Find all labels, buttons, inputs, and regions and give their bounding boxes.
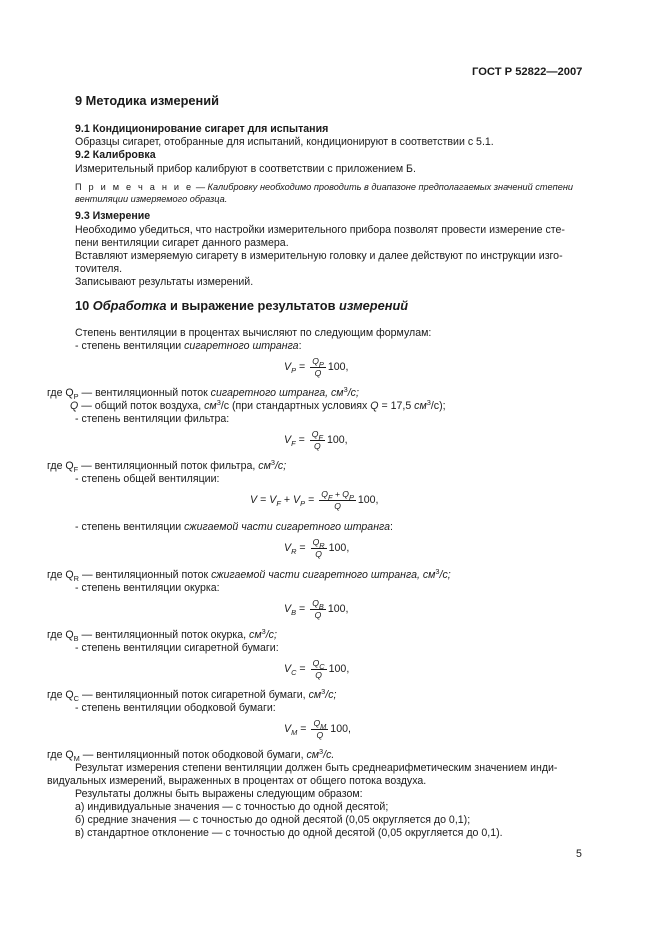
section-9-title: 9 Методика измерений — [75, 93, 219, 108]
equals-sign: = — [299, 360, 306, 373]
measurement-p3: Записывают результаты измерений. — [75, 276, 254, 288]
plus-sign: + — [283, 493, 291, 506]
item-vc: - степень вентиляции сигаретной бумаги: — [75, 642, 279, 654]
section-10-title-part3: измерений — [339, 298, 409, 313]
measurement-p1-line1: Необходимо убедиться, что настройки измерительного прибора позволят провести измерение сте- — [75, 224, 565, 236]
section-10-title-number: 10 — [75, 298, 93, 313]
section-10-title — [75, 299, 408, 312]
standard-number: ГОСТ Р 52822—2007 — [472, 66, 583, 78]
formula-vp-fraction: $\frac{QP}{Q}$ — [312, 356, 324, 378]
formula-vb-fraction: $\frac{QB}{Q}$ — [312, 598, 324, 620]
def-qf: где $Q_F$ — вентиляционный поток фильтра, $см^3/с$; — [47, 458, 287, 474]
formula-v-term1: $V_F$ — [269, 493, 281, 508]
item-vr: - степень вентиляции сжигаемой части сигаретного штранга: — [75, 521, 393, 533]
item-vf: - степень вентиляции фильтра: — [75, 413, 230, 425]
formula-vr-lhs: $V_R$ — [284, 541, 297, 556]
results-intro: Результаты должны быть выражены следующим образом: — [75, 788, 363, 800]
def-qm: где $Q_M$ — вентиляционный поток ободковой бумаги, $см^3/с$. — [47, 747, 335, 763]
note-label: П р и м е ч а н и е — [75, 182, 194, 192]
formula-v-lhs: V — [250, 493, 258, 506]
calibration-note-line2: вентиляции измеряемого образца. — [75, 194, 228, 204]
result-line1: Результат измерения степени вентиляции должен быть среднеарифметическим значением инди- — [75, 762, 558, 774]
formula-vm-fraction: $\frac{QM}{Q}$ — [313, 718, 327, 740]
item-vb: - степень вентиляции окурка: — [75, 582, 220, 594]
formula-vc-tail: 100, — [328, 662, 350, 675]
formula-vr — [284, 537, 349, 559]
formula-vf — [284, 429, 348, 451]
measurement-p1-line2: пени вентиляции сигарет данного размера. — [75, 237, 289, 249]
item-vp — [75, 340, 302, 353]
subsection-9-1-text: Образцы сигарет, отобранные для испытаний, кондиционируют в соответствии с 5.1. — [75, 136, 494, 148]
def-q: Q — общий поток воздуха, $см^3/с$ (при стандартных условиях Q = 17,5 $см^3/с$); — [70, 398, 446, 412]
formula-vf-fraction: $\frac{QF}{Q}$ — [311, 429, 323, 451]
def-qc: где $Q_C$ — вентиляционный поток сигаретной бумаги, $см^3/с$; — [47, 687, 337, 703]
subsection-9-2-title: 9.2 Калибровка — [75, 149, 156, 161]
item-vp-post: : — [298, 340, 302, 352]
formula-vc-lhs: $V_C$ — [284, 662, 297, 677]
equals-sign: = — [299, 662, 306, 675]
formula-vr-tail: 100, — [328, 541, 350, 554]
equals-sign: = — [300, 722, 307, 735]
equals-sign: = — [299, 602, 306, 615]
calc-intro: Степень вентиляции в процентах вычисляют по следующим формулам: — [75, 327, 432, 339]
subsection-9-1-title: 9.1 Кондиционирование сигарет для испытания — [75, 123, 329, 135]
measurement-p2-line1: Вставляют измеряемую сигарету в измерительную головку и далее действуют по инструкции изго- — [75, 250, 563, 262]
measurement-p2-line2: тovителя. — [75, 263, 123, 275]
page-number: 5 — [576, 848, 582, 860]
list-item-b: б) средние значения — с точностью до одной десятой (0,05 округляется до 0,1); — [75, 814, 471, 826]
formula-vc-fraction: $\frac{QC}{Q}$ — [312, 658, 325, 680]
formula-vm — [284, 718, 351, 740]
section-10-title-part2: и выражение результатов — [166, 298, 340, 313]
formula-vb — [284, 598, 348, 620]
formula-vm-tail: 100, — [330, 722, 351, 735]
formula-vp-tail: 100, — [327, 360, 349, 373]
formula-vb-tail: 100, — [327, 602, 349, 615]
item-vp-it: сигаретного штранга — [184, 340, 299, 352]
result-line2: видуальных измерений, выраженных в процентах от общего потока воздуха. — [47, 775, 427, 787]
note-text: — Калибровку необходимо проводить в диапазоне предполагаемых значений степени — [193, 182, 573, 192]
formula-vp — [284, 356, 348, 378]
equals-sign: = — [260, 493, 267, 506]
def-qr: где $Q_R$ — вентиляционный поток сжигаемой части сигаретного штранга, $см^3/с$; — [47, 567, 451, 583]
list-item-c: в) стандартное отклонение — с точностью до одной десятой (0,05 округляется до 0,1). — [75, 827, 503, 839]
item-v: - степень общей вентиляции: — [75, 473, 220, 485]
def-qp: где $Q_P$ — вентиляционный поток сигаретного штранга, $см^3/с$; — [47, 385, 359, 401]
equals-sign: = — [299, 541, 306, 554]
formula-v-total — [250, 489, 379, 511]
formula-v-fraction: $\frac{QF + QP}{Q}$ — [321, 489, 354, 511]
formula-vc — [284, 658, 349, 680]
subsection-9-2-text: Измерительный прибор калибруют в соответствии с приложением Б. — [75, 163, 416, 175]
formula-vb-lhs: $V_B$ — [284, 602, 297, 617]
formula-v-term2: $V_P$ — [293, 493, 306, 508]
item-vm: - степень вентиляции ободковой бумаги: — [75, 702, 276, 714]
subsection-9-3-title: 9.3 Измерение — [75, 210, 151, 222]
formula-v-tail: 100, — [357, 493, 379, 506]
item-vp-pre: - степень вентиляции — [75, 340, 185, 352]
formula-vr-fraction: $\frac{QR}{Q}$ — [312, 537, 325, 559]
formula-vm-lhs: $V_M$ — [284, 722, 298, 737]
equals-sign: = — [308, 493, 315, 506]
formula-vf-lhs: $V_F$ — [284, 433, 296, 448]
def-qb: где $Q_B$ — вентиляционный поток окурка, $см^3/с$; — [47, 627, 277, 643]
formula-vp-lhs: $V_P$ — [284, 360, 297, 375]
formula-vf-tail: 100, — [326, 433, 348, 446]
list-item-a: а) индивидуальные значения — с точностью до одной десятой; — [75, 801, 389, 813]
section-10-title-part1: Обработка — [92, 298, 167, 313]
equals-sign: = — [298, 433, 305, 446]
